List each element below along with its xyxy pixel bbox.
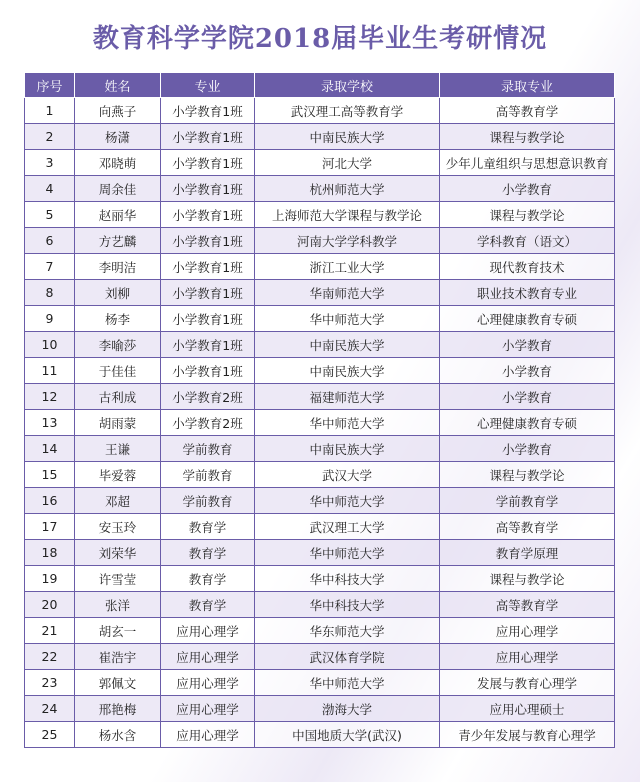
cell-admitted-major: 职业技术教育专业	[440, 280, 615, 306]
cell-index: 23	[25, 670, 75, 696]
table-row	[25, 228, 615, 254]
cell-index: 17	[25, 514, 75, 540]
cell-major: 小学教育1班	[161, 150, 255, 176]
table-row	[25, 384, 615, 410]
cell-admitted-school: 渤海大学	[255, 696, 440, 722]
table-row	[25, 540, 615, 566]
cell-admitted-school: 中国地质大学(武汉)	[255, 722, 440, 748]
cell-index: 19	[25, 566, 75, 592]
table-row	[25, 644, 615, 670]
cell-admitted-major: 发展与教育心理学	[440, 670, 615, 696]
cell-name: 毕爱蓉	[75, 462, 161, 488]
cell-admitted-school: 福建师范大学	[255, 384, 440, 410]
cell-name: 张洋	[75, 592, 161, 618]
cell-index: 16	[25, 488, 75, 514]
cell-name: 杨水含	[75, 722, 161, 748]
cell-admitted-school: 华中师范大学	[255, 540, 440, 566]
cell-admitted-major: 小学教育	[440, 358, 615, 384]
table-row	[25, 410, 615, 436]
cell-major: 教育学	[161, 514, 255, 540]
cell-admitted-school: 中南民族大学	[255, 436, 440, 462]
table-row	[25, 722, 615, 748]
cell-admitted-school: 浙江工业大学	[255, 254, 440, 280]
cell-admitted-school: 华中科技大学	[255, 566, 440, 592]
cell-name: 刘柳	[75, 280, 161, 306]
column-header-index: 序号	[25, 73, 75, 98]
cell-admitted-school: 华中师范大学	[255, 410, 440, 436]
cell-major: 小学教育1班	[161, 124, 255, 150]
cell-admitted-major: 应用心理学	[440, 618, 615, 644]
cell-name: 周余佳	[75, 176, 161, 202]
cell-index: 6	[25, 228, 75, 254]
cell-major: 学前教育	[161, 488, 255, 514]
cell-index: 25	[25, 722, 75, 748]
cell-admitted-major: 小学教育	[440, 384, 615, 410]
cell-admitted-school: 武汉体育学院	[255, 644, 440, 670]
cell-name: 刘荣华	[75, 540, 161, 566]
cell-name: 赵丽华	[75, 202, 161, 228]
cell-name: 王谦	[75, 436, 161, 462]
cell-admitted-major: 课程与教学论	[440, 124, 615, 150]
cell-admitted-major: 高等教育学	[440, 592, 615, 618]
cell-admitted-major: 应用心理硕士	[440, 696, 615, 722]
cell-major: 小学教育1班	[161, 306, 255, 332]
cell-admitted-major: 教育学原理	[440, 540, 615, 566]
cell-name: 郭佩文	[75, 670, 161, 696]
cell-index: 10	[25, 332, 75, 358]
cell-name: 于佳佳	[75, 358, 161, 384]
table-row	[25, 462, 615, 488]
column-header-major: 专业	[161, 73, 255, 98]
cell-index: 15	[25, 462, 75, 488]
table-row	[25, 514, 615, 540]
cell-admitted-school: 华中师范大学	[255, 488, 440, 514]
cell-major: 小学教育1班	[161, 280, 255, 306]
table-row	[25, 254, 615, 280]
cell-name: 李明洁	[75, 254, 161, 280]
table-row	[25, 150, 615, 176]
cell-index: 20	[25, 592, 75, 618]
cell-name: 古利成	[75, 384, 161, 410]
cell-index: 5	[25, 202, 75, 228]
cell-admitted-school: 华东师范大学	[255, 618, 440, 644]
cell-major: 小学教育1班	[161, 98, 255, 124]
table-header-row	[25, 73, 615, 98]
cell-index: 12	[25, 384, 75, 410]
cell-major: 小学教育1班	[161, 358, 255, 384]
table-row	[25, 670, 615, 696]
cell-admitted-major: 现代教育技术	[440, 254, 615, 280]
cell-admitted-major: 少年儿童组织与思想意识教育	[440, 150, 615, 176]
cell-major: 小学教育2班	[161, 384, 255, 410]
cell-name: 杨李	[75, 306, 161, 332]
cell-admitted-major: 小学教育	[440, 176, 615, 202]
cell-admitted-school: 武汉理工高等教育学	[255, 98, 440, 124]
cell-admitted-major: 学前教育学	[440, 488, 615, 514]
cell-admitted-school: 杭州师范大学	[255, 176, 440, 202]
cell-name: 杨潇	[75, 124, 161, 150]
cell-admitted-major: 课程与教学论	[440, 202, 615, 228]
cell-major: 小学教育1班	[161, 332, 255, 358]
table-row	[25, 436, 615, 462]
table-row	[25, 618, 615, 644]
cell-admitted-major: 小学教育	[440, 332, 615, 358]
cell-admitted-major: 应用心理学	[440, 644, 615, 670]
cell-index: 18	[25, 540, 75, 566]
cell-index: 14	[25, 436, 75, 462]
cell-major: 教育学	[161, 566, 255, 592]
cell-admitted-school: 武汉理工大学	[255, 514, 440, 540]
cell-major: 教育学	[161, 592, 255, 618]
table-row	[25, 98, 615, 124]
cell-name: 邓晓萌	[75, 150, 161, 176]
cell-name: 李喻莎	[75, 332, 161, 358]
cell-major: 应用心理学	[161, 618, 255, 644]
cell-admitted-major: 小学教育	[440, 436, 615, 462]
cell-admitted-school: 河北大学	[255, 150, 440, 176]
cell-name: 许雪莹	[75, 566, 161, 592]
cell-index: 1	[25, 98, 75, 124]
cell-major: 应用心理学	[161, 670, 255, 696]
table-row	[25, 306, 615, 332]
cell-admitted-major: 学科教育（语文）	[440, 228, 615, 254]
cell-admitted-school: 华中科技大学	[255, 592, 440, 618]
cell-admitted-school: 华南师范大学	[255, 280, 440, 306]
cell-admitted-major: 课程与教学论	[440, 566, 615, 592]
table-row	[25, 358, 615, 384]
cell-name: 胡玄一	[75, 618, 161, 644]
cell-major: 应用心理学	[161, 644, 255, 670]
cell-admitted-school: 上海师范大学课程与教学论	[255, 202, 440, 228]
cell-major: 小学教育1班	[161, 254, 255, 280]
cell-admitted-major: 心理健康教育专硕	[440, 306, 615, 332]
cell-admitted-school: 华中师范大学	[255, 670, 440, 696]
cell-major: 应用心理学	[161, 722, 255, 748]
cell-index: 22	[25, 644, 75, 670]
cell-name: 邓超	[75, 488, 161, 514]
table-row	[25, 696, 615, 722]
cell-index: 24	[25, 696, 75, 722]
table-body	[25, 98, 615, 748]
cell-index: 21	[25, 618, 75, 644]
cell-admitted-major: 青少年发展与教育心理学	[440, 722, 615, 748]
cell-name: 方艺麟	[75, 228, 161, 254]
cell-admitted-major: 心理健康教育专硕	[440, 410, 615, 436]
cell-index: 2	[25, 124, 75, 150]
page-title: 教育科学学院2018届毕业生考研情况	[92, 24, 548, 54]
cell-admitted-school: 华中师范大学	[255, 306, 440, 332]
cell-major: 应用心理学	[161, 696, 255, 722]
cell-index: 9	[25, 306, 75, 332]
table-row	[25, 280, 615, 306]
table-row	[25, 488, 615, 514]
cell-major: 教育学	[161, 540, 255, 566]
table-row	[25, 202, 615, 228]
table-row	[25, 176, 615, 202]
cell-admitted-major: 高等教育学	[440, 514, 615, 540]
cell-index: 4	[25, 176, 75, 202]
cell-name: 安玉玲	[75, 514, 161, 540]
column-header-name: 姓名	[75, 73, 161, 98]
cell-admitted-school: 武汉大学	[255, 462, 440, 488]
table-row	[25, 124, 615, 150]
admissions-table	[24, 72, 615, 748]
cell-major: 小学教育1班	[161, 176, 255, 202]
cell-major: 小学教育2班	[161, 410, 255, 436]
cell-name: 胡雨蒙	[75, 410, 161, 436]
cell-admitted-school: 河南大学学科教学	[255, 228, 440, 254]
cell-admitted-major: 高等教育学	[440, 98, 615, 124]
cell-index: 13	[25, 410, 75, 436]
cell-major: 学前教育	[161, 462, 255, 488]
cell-name: 崔浩宇	[75, 644, 161, 670]
cell-index: 11	[25, 358, 75, 384]
table-row	[25, 566, 615, 592]
cell-index: 8	[25, 280, 75, 306]
cell-index: 7	[25, 254, 75, 280]
cell-major: 小学教育1班	[161, 228, 255, 254]
cell-admitted-school: 中南民族大学	[255, 124, 440, 150]
cell-admitted-school: 中南民族大学	[255, 332, 440, 358]
cell-admitted-major: 课程与教学论	[440, 462, 615, 488]
column-header-admitted-school: 录取学校	[255, 73, 440, 98]
table-row	[25, 592, 615, 618]
cell-admitted-school: 中南民族大学	[255, 358, 440, 384]
column-header-admitted-major: 录取专业	[440, 73, 615, 98]
cell-major: 学前教育	[161, 436, 255, 462]
cell-index: 3	[25, 150, 75, 176]
cell-name: 邢艳梅	[75, 696, 161, 722]
cell-major: 小学教育1班	[161, 202, 255, 228]
cell-name: 向燕子	[75, 98, 161, 124]
table-row	[25, 332, 615, 358]
